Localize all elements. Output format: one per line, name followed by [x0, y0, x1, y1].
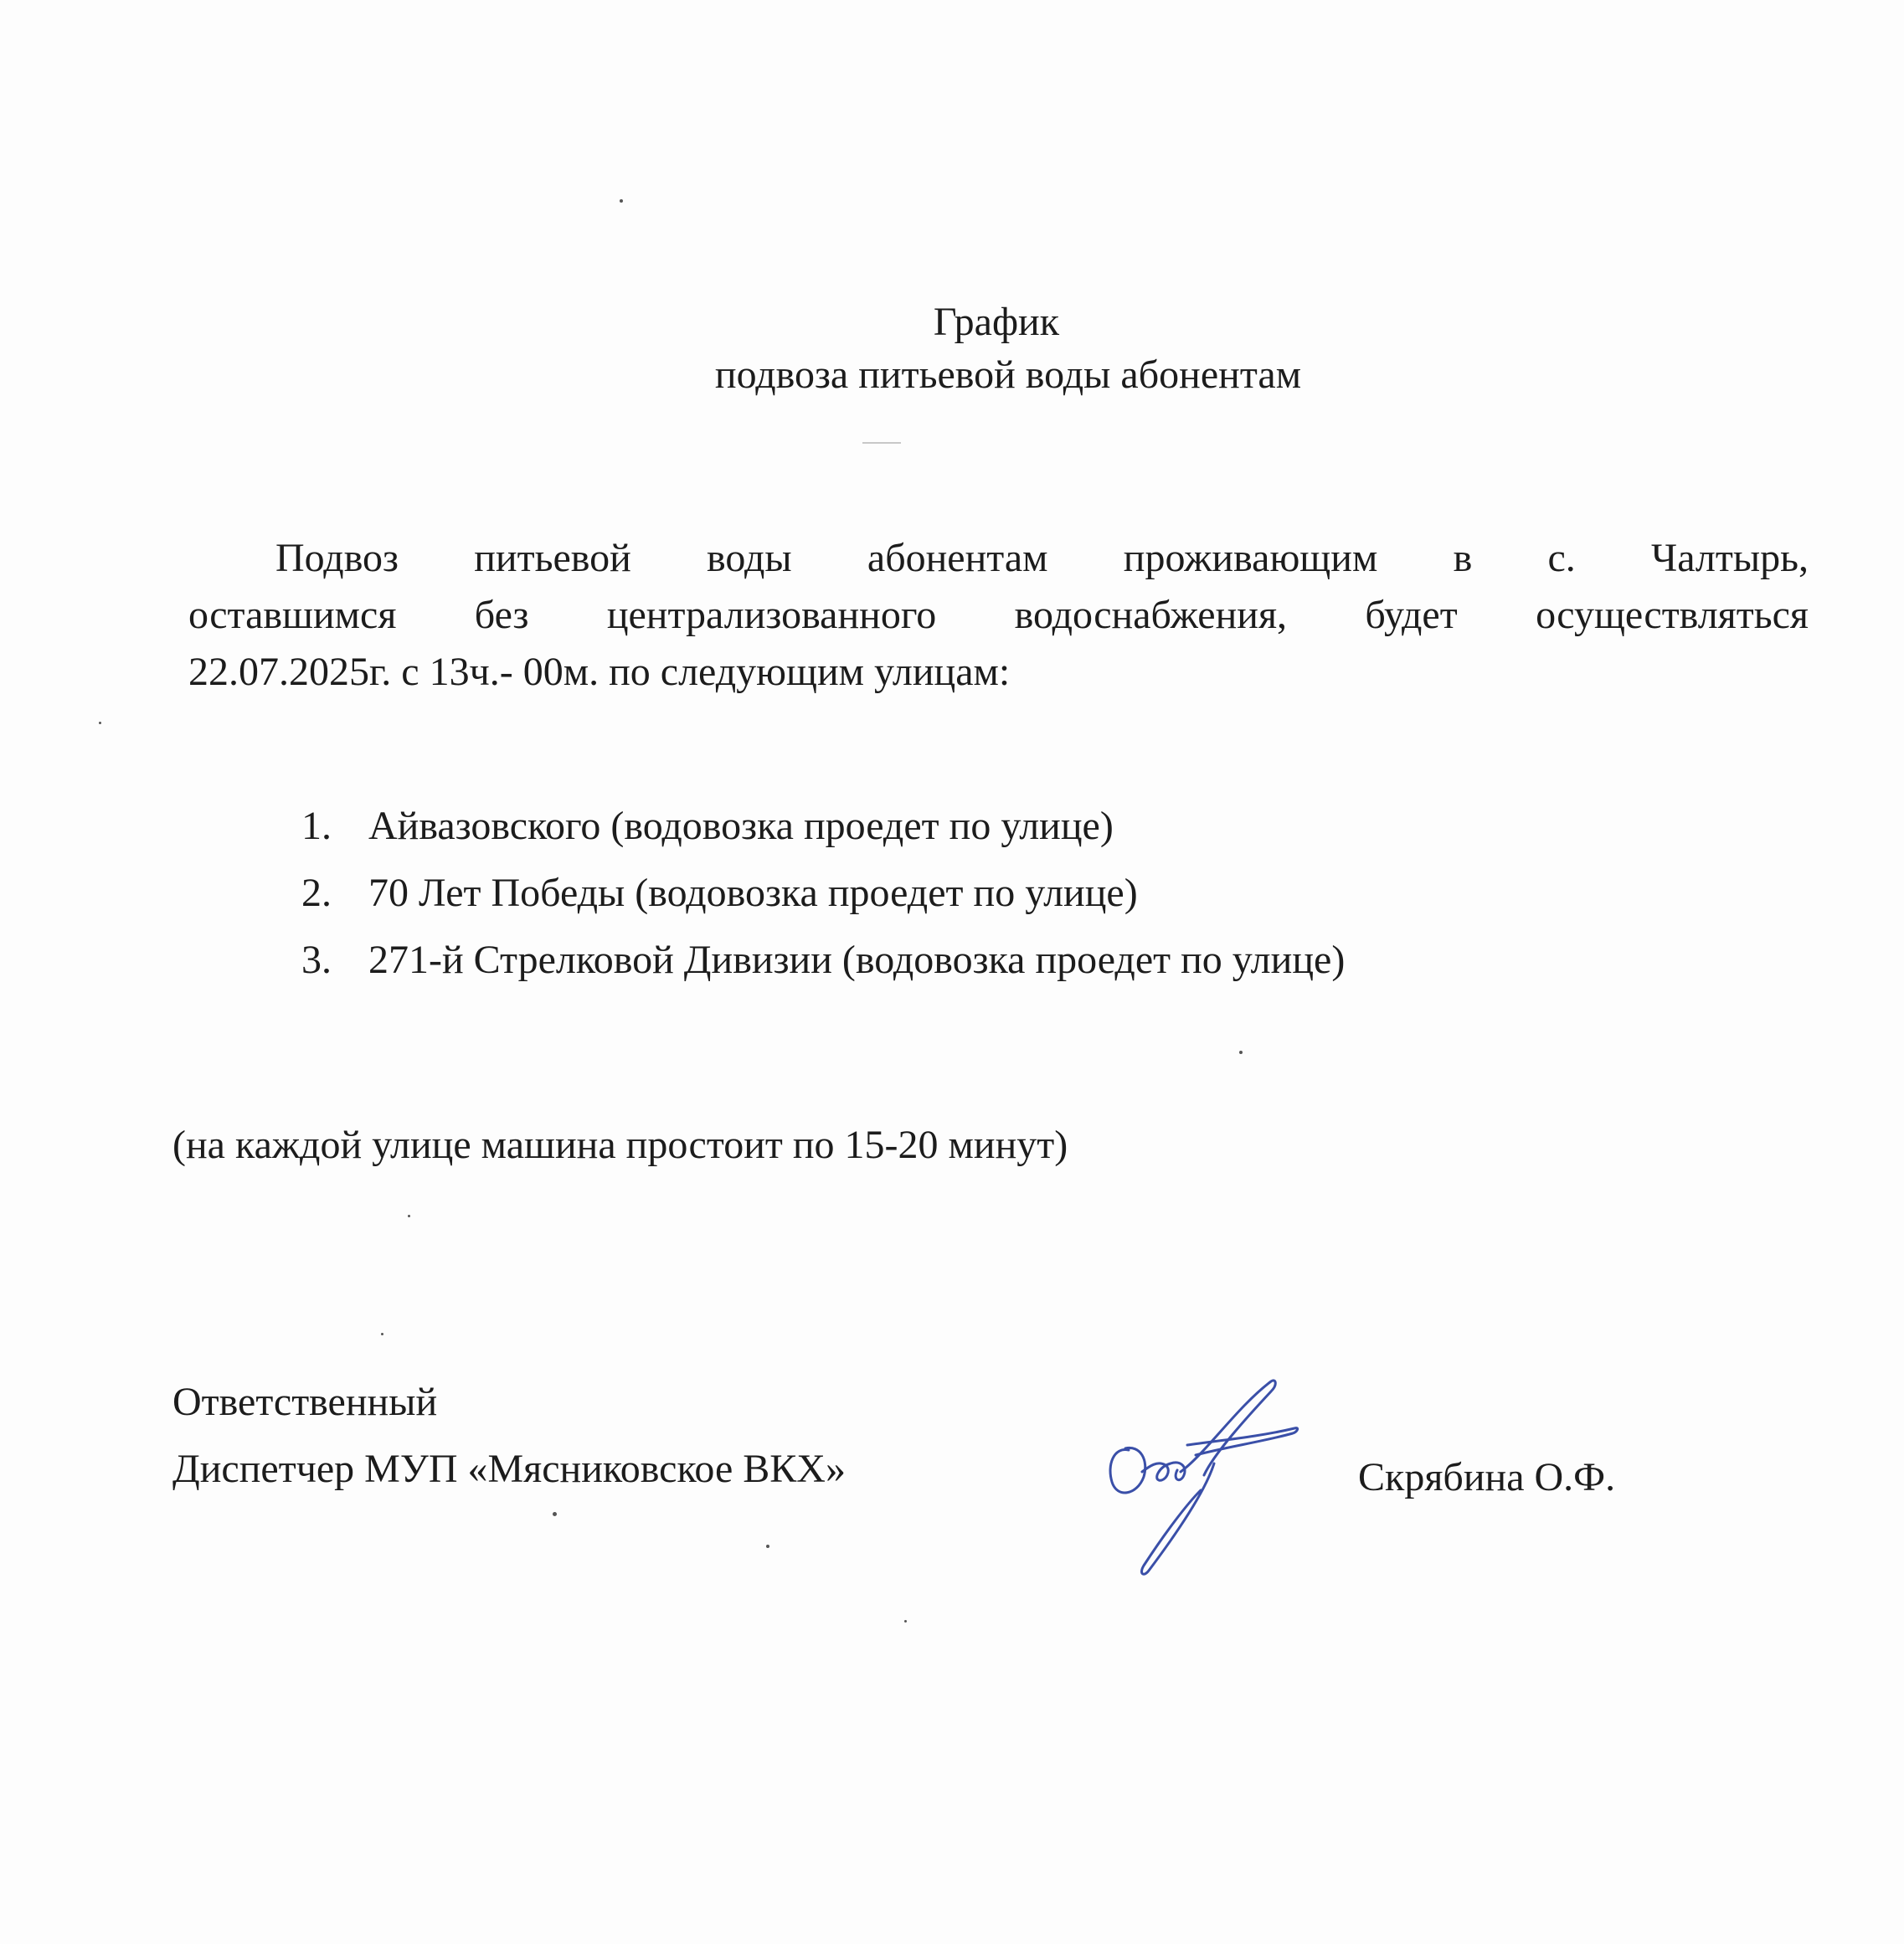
paragraph-line-2: оставшимся без централизованного водоснабжения, будет осуществляться: [188, 593, 1809, 637]
scan-speck: [904, 1620, 907, 1623]
list-item: [301, 793, 1345, 860]
list-item-number: 2.: [301, 871, 332, 915]
signer-role-line-1: Ответственный: [172, 1380, 438, 1424]
scan-speck: [99, 722, 101, 724]
scan-speck: [408, 1215, 410, 1217]
scan-speck: [1239, 1051, 1243, 1054]
signer-role-line-2: Диспетчер МУП «Мясниковское ВКХ»: [172, 1447, 846, 1491]
handwritten-signature-icon: [1088, 1373, 1323, 1582]
scan-speck: [766, 1545, 769, 1548]
street-list: [301, 793, 1345, 994]
list-item-number: 3.: [301, 938, 332, 982]
list-item-text: 70 Лет Победы (водовозка проедет по улице): [368, 871, 1138, 915]
scan-speck: [381, 1333, 383, 1335]
list-item: [301, 927, 1345, 994]
paragraph-line-3: 22.07.2025г. с 13ч.- 00м. по следующим улицам:: [188, 650, 1011, 694]
document-subtitle: подвоза питьевой воды абонентам: [714, 352, 1302, 397]
scan-speck: [553, 1512, 557, 1516]
list-item: [301, 860, 1345, 927]
list-item-number: 1.: [301, 804, 332, 848]
signer-name: Скрябина О.Ф.: [1358, 1455, 1616, 1499]
faint-mark: [862, 442, 901, 444]
list-item-text: 271-й Стрелковой Дивизии (водовозка проедет по улице): [368, 938, 1346, 982]
document-title: График: [933, 300, 1060, 344]
list-item-text: Айвазовского (водовозка проедет по улице): [368, 804, 1114, 848]
paragraph-line-1: Подвоз питьевой воды абонентам проживающим в с. Чалтырь,: [275, 536, 1809, 580]
scan-speck: [620, 199, 623, 203]
note-text: (на каждой улице машина простоит по 15-20 минут): [172, 1123, 1068, 1167]
